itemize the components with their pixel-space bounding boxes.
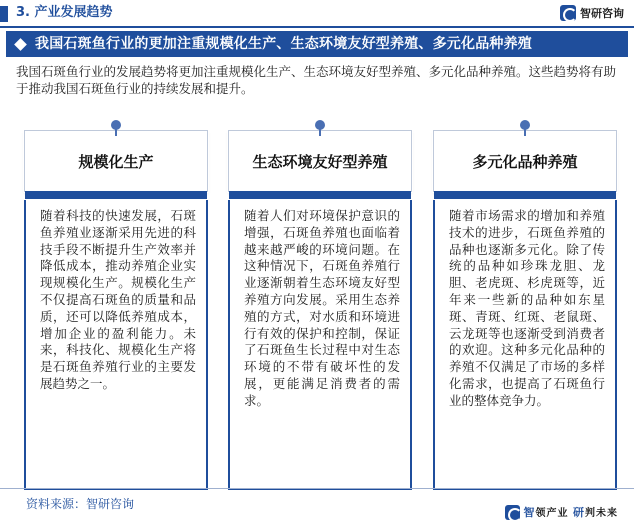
trend-card-body: 随着市场需求的增加和养殖技术的进步，石斑鱼养殖的品种也逐渐多元化。除了传统的品种如珍珠龙胆、龙胆、老虎斑、杉虎斑等，近年来一些新的品种如东星斑、青斑、红斑、老鼠斑、云龙斑等也逐渐受到消费者的欢迎。这种多元化品种的养殖不仅满足了市场的多样化需求，也提高了石斑鱼行业的整体竞争力。 xyxy=(433,200,617,490)
section-marker xyxy=(0,6,8,22)
footer-divider xyxy=(0,488,634,489)
intro-paragraph: 我国石斑鱼行业的发展趋势将更加注重规模化生产、生态环境友好型养殖、多元化品种养殖。这些趋势将有助于推动我国石斑鱼行业的持续发展和提升。 xyxy=(16,64,617,96)
trend-card-header xyxy=(24,130,208,192)
footer-logo xyxy=(505,504,618,520)
brand-logo xyxy=(560,3,624,23)
brand-logo-icon xyxy=(560,5,576,21)
trend-card-body: 随着人们对环境保护意识的增强，石斑鱼养殖也面临着越来越严峻的环境问题。在这种情况下，石斑鱼养殖行业逐渐朝着生态环境友好型养殖方向发展。采用生态养殖的方式，对水质和环境进行有效的保护和控制，保证了石斑鱼生长过程中对生态环境的不带有破坏性的发展，更能满足消费者的需求。 xyxy=(228,200,412,490)
main-title-bar xyxy=(6,31,628,57)
trend-card-heading: 生态环境友好型养殖 xyxy=(252,152,388,171)
pin-icon xyxy=(319,124,321,136)
pin-icon xyxy=(524,124,526,136)
trend-card-diverse xyxy=(433,130,617,490)
trend-card-header xyxy=(228,130,412,192)
section-title: 3. 产业发展趋势 xyxy=(16,5,113,20)
main-title: 我国石斑鱼行业的更加注重规模化生产、生态环境友好型养殖、多元化品种养殖 xyxy=(35,36,532,52)
brand-slogan: 智领产业 研判未来 xyxy=(523,506,618,519)
trend-card-scale xyxy=(24,130,208,490)
trend-card-body: 随着科技的快速发展，石斑鱼养殖业逐渐采用先进的科技手段不断提升生产效率并降低成本，推动养殖企业实现规模化生产。规模化生产不仅提高石斑鱼的质量和品质，还可以降低养殖成本，增加企业的盈利能力。未来，科技化、规模化生产将是石斑鱼养殖行业的主要发展趋势之一。 xyxy=(24,200,208,490)
trend-card-heading: 规模化生产 xyxy=(78,152,154,171)
brand-logo-icon xyxy=(505,505,520,520)
trend-card-eco xyxy=(228,130,412,490)
diamond-icon xyxy=(14,38,27,51)
brand-logo-text: 智研咨询 xyxy=(580,7,624,20)
section-header xyxy=(0,0,634,26)
header-divider xyxy=(0,26,634,28)
source-note: 资料来源：智研咨询 xyxy=(26,497,135,511)
trend-card-header xyxy=(433,130,617,192)
pin-icon xyxy=(115,124,117,136)
trend-card-heading: 多元化品种养殖 xyxy=(472,152,578,171)
